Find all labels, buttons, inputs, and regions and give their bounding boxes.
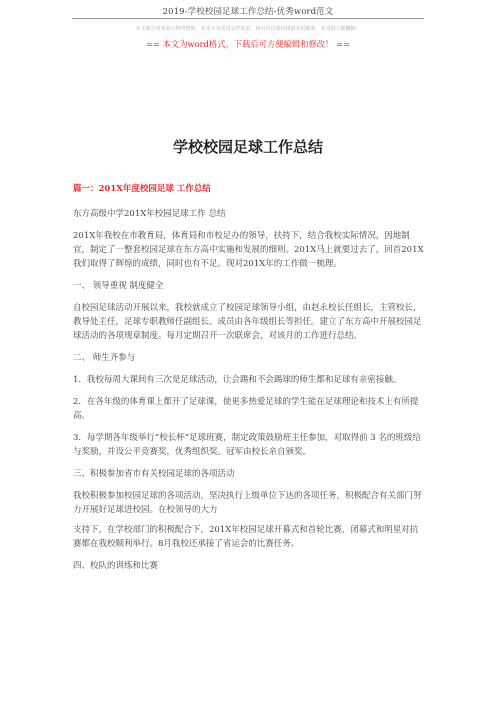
document-title: 学校校园足球工作总结: [172, 138, 323, 156]
document-body: [73, 182, 424, 581]
paragraph: 201X年我校在市教育局，体育局和市校足办的领导，扶持下，结合我校实际情况，因地制宜，制定了一整套校园足球在东方高中实施和发展的细则。201X马上就要过去了，回首201X我们取得了辉煌的成绩，同时也有不足。现对201X年的工作做一梳理。: [73, 231, 424, 269]
page-header-title: 2019-学校校园足球工作总结-优秀word范文: [162, 7, 334, 17]
subheading: 一、 领导重视 制度健全: [73, 281, 164, 291]
paragraph: 东方高级中学201X年校园足球工作 总结: [73, 209, 226, 219]
word-format-notice: == 本文为word格式，下载后可方便编辑和修改！ ==: [146, 39, 350, 49]
header-disclaimer: 本文部分内容来自网络整理，本司不为其真实性负责，如有异议或侵权请及时联系，本司将立即删除！: [135, 26, 361, 32]
subheading: 四、校队的训练和比赛: [73, 561, 159, 571]
paragraph: 3．每学期各年级举行“校长杯”足球班赛，制定政策鼓励班主任参加，对取得前 3 名的班级给与奖励，并设公平竞赛奖，优秀组织奖。冠军由校长亲自颁奖。: [73, 433, 421, 457]
subheading: 三、积极参加省市有关校园足球的各项活动: [73, 469, 235, 479]
subheading: 二、 师生齐参与: [73, 353, 136, 363]
paragraph: 2．在各年级的体育课上都开了足球课，使更多热爱足球的学生能在足球理论和技术上有所提高。: [73, 397, 419, 421]
paragraph: 我校积极参加校园足球的各项活动，坚决执行上级单位下达的各项任务，积极配合有关部门努力开展好足球进校园。在校领导的大力: [73, 491, 422, 515]
section-title: 篇一：201X年度校园足球 工作总结: [73, 184, 211, 194]
paragraph: 1．我校每周大课间有三次是足球活动，让会踢和不会踢球的师生都和足球有亲密接触。: [73, 375, 402, 385]
paragraph: 自校园足球活动开展以来，我校就成立了校园足球领导小组，由赵永校长任组长，主管校长，教导处主任，足球专职教师任副组长。成员由各年级组长等担任。建立了东方高中开展校园足球活动的各项规章制度。每月定期召开一次联席会，对该月的工作进行总结。: [73, 303, 422, 341]
header-divider: [72, 18, 424, 19]
paragraph: 支持下，在学校部门的积极配合下，201X年校园足球开幕式和首轮比赛，闭幕式和明星对抗赛都在我校顺利举行。8月我校还承接了省运会的比赛任务。: [73, 525, 419, 549]
